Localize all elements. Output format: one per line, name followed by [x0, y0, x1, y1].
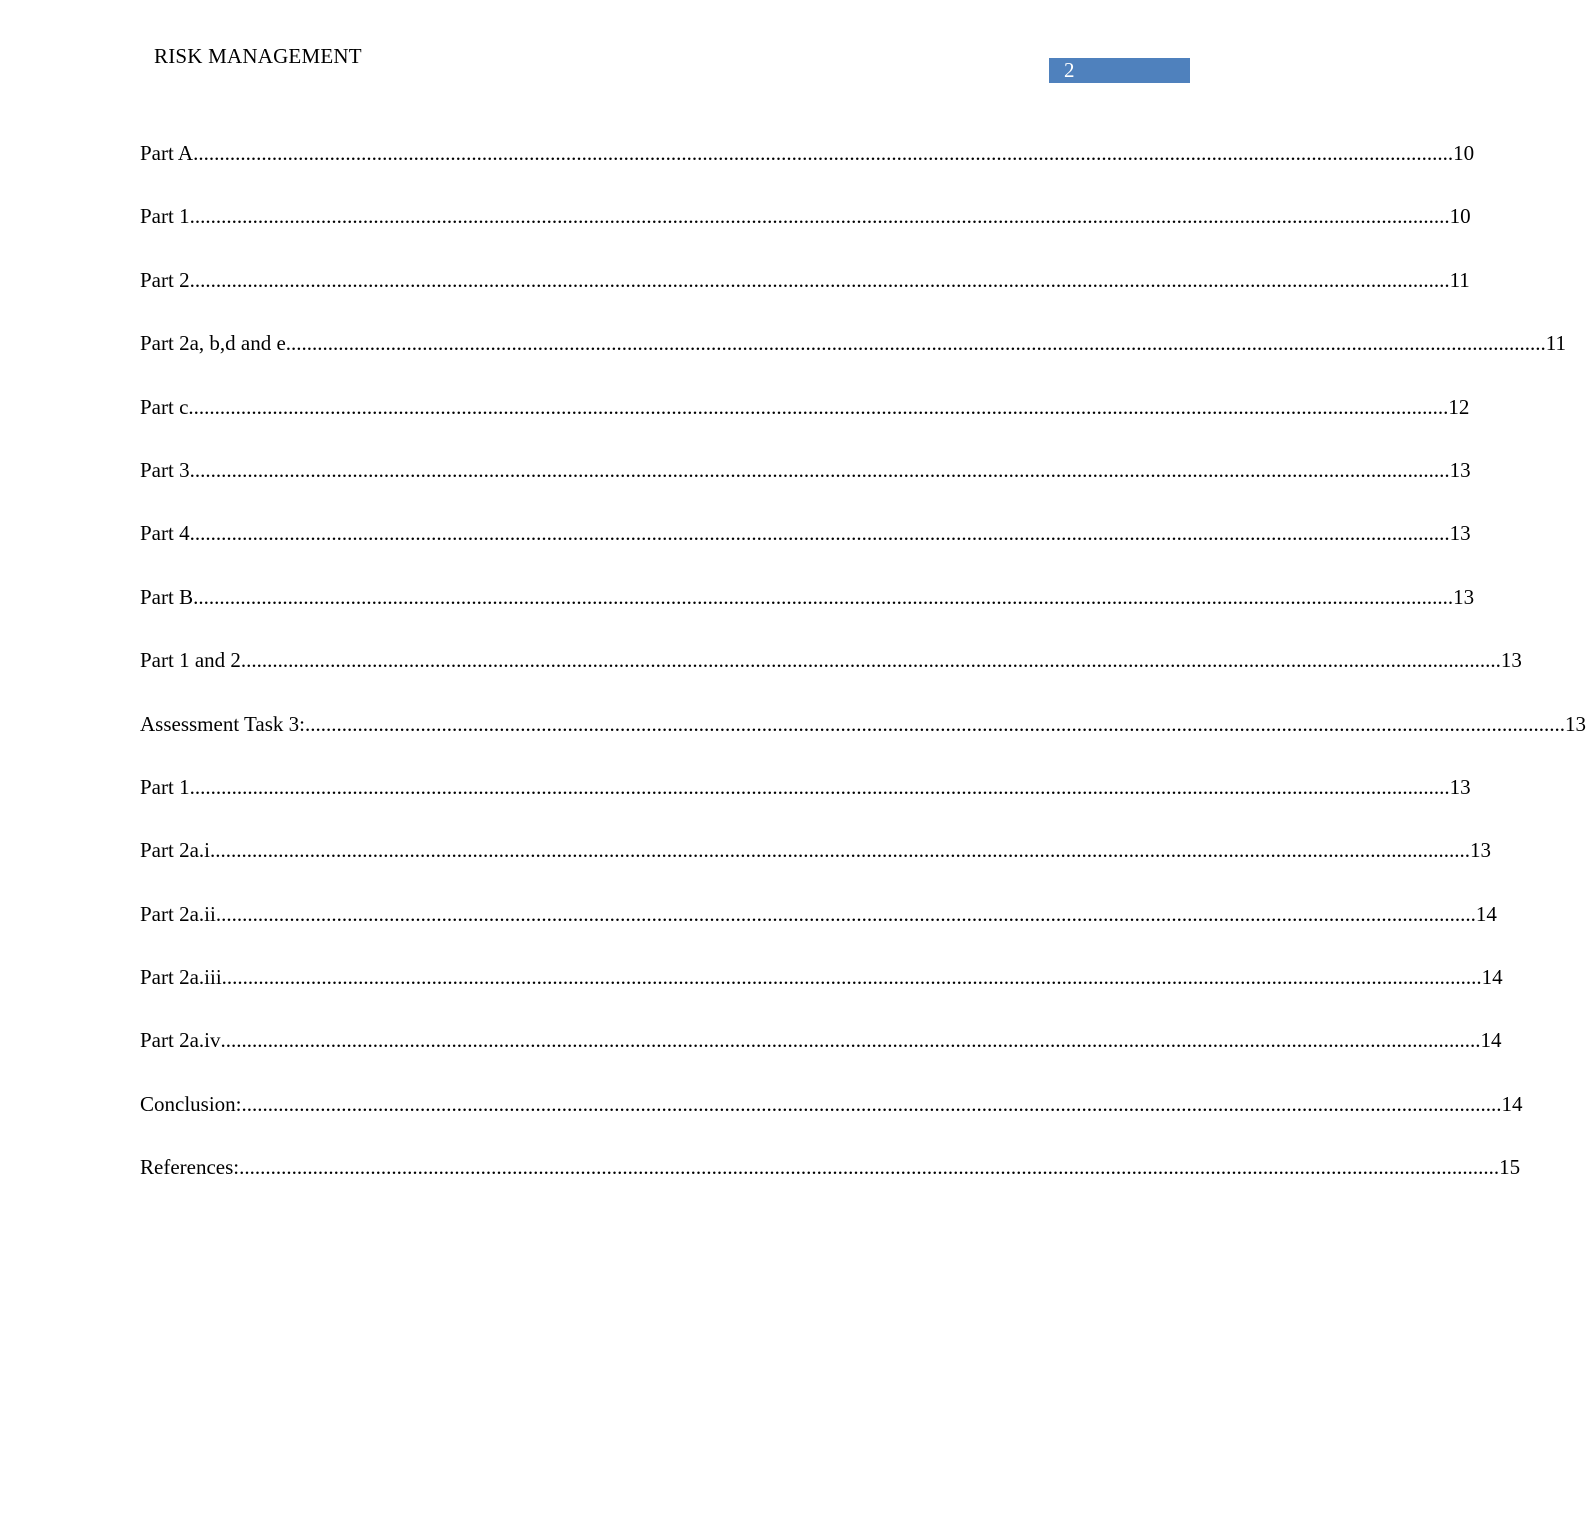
toc-dot-leader: ................................................................................................................................................................................................................................................: [240, 648, 1501, 673]
toc-dot-leader: ................................................................................................................................................................................................................................................: [215, 901, 1476, 926]
table-of-contents: [140, 138, 1586, 1216]
toc-entry[interactable]: [140, 962, 1503, 1025]
toc-entry-page: 13: [1449, 521, 1471, 546]
toc-dot-leader: ................................................................................................................................................................................................................................................: [209, 838, 1470, 863]
toc-entry-label: Part 2a, b,d and e: [140, 331, 286, 356]
toc-dot-leader: ................................................................................................................................................................................................................................................: [304, 711, 1565, 736]
toc-entry-label: Part 2a.i: [140, 838, 210, 863]
toc-entry-page: 11: [1545, 331, 1567, 356]
toc-entry-page: 10: [1453, 141, 1475, 165]
toc-entry-label: Part c: [140, 394, 189, 419]
toc-entry-label: References:: [140, 1155, 240, 1180]
running-header-title: RISK MANAGEMENT: [154, 44, 362, 68]
toc-dot-leader: ................................................................................................................................................................................................................................................: [189, 521, 1450, 546]
toc-dot-leader: ................................................................................................................................................................................................................................................: [189, 204, 1450, 229]
toc-dot-leader: ................................................................................................................................................................................................................................................: [241, 1091, 1502, 1116]
toc-entry-label: Part 3: [140, 457, 190, 482]
toc-dot-leader: ................................................................................................................................................................................................................................................: [221, 965, 1482, 990]
toc-entry-label: Part 1: [140, 774, 190, 799]
toc-entry-page: 13: [1564, 711, 1586, 736]
toc-entry-page: 14: [1501, 1091, 1523, 1116]
toc-entry-label: Part 4: [140, 521, 190, 546]
toc-entry-page: 11: [1449, 267, 1470, 292]
toc-entry-page: 13: [1469, 838, 1491, 863]
toc-dot-leader: ................................................................................................................................................................................................................................................: [193, 141, 1454, 165]
toc-dot-leader: ................................................................................................................................................................................................................................................: [188, 394, 1449, 419]
toc-dot-leader: ................................................................................................................................................................................................................................................: [189, 774, 1450, 799]
toc-entry-label: Part 2a.iii: [140, 965, 222, 990]
toc-entry-label: Part 2: [140, 267, 190, 292]
page-number-badge: 2: [1049, 58, 1190, 83]
toc-dot-leader: ................................................................................................................................................................................................................................................: [220, 1028, 1481, 1053]
toc-dot-leader: ................................................................................................................................................................................................................................................: [239, 1155, 1500, 1180]
toc-entry-label: Part B: [140, 584, 194, 609]
toc-entry[interactable]: [140, 201, 1471, 264]
toc-dot-leader: ................................................................................................................................................................................................................................................: [193, 584, 1454, 609]
toc-entry-page: 14: [1475, 901, 1497, 926]
toc-entry-label: Part 2a.ii: [140, 901, 216, 926]
toc-entry[interactable]: [140, 265, 1470, 328]
toc-entry[interactable]: [140, 1152, 1521, 1215]
toc-entry-label: Part 2a.iv: [140, 1028, 221, 1053]
toc-entry-page: 15: [1499, 1155, 1521, 1180]
toc-entry-page: 13: [1453, 584, 1475, 609]
toc-entry-page: 14: [1481, 965, 1503, 990]
toc-entry[interactable]: [140, 392, 1470, 455]
toc-entry[interactable]: [140, 645, 1522, 708]
toc-entry-page: 13: [1449, 457, 1471, 482]
toc-entry-page: 10: [1449, 204, 1471, 229]
toc-dot-leader: ................................................................................................................................................................................................................................................: [285, 331, 1546, 356]
toc-entry[interactable]: [140, 835, 1491, 898]
toc-entry-label: Part 1 and 2: [140, 648, 241, 673]
toc-entry-page: 14: [1480, 1028, 1502, 1053]
toc-entry-page: 13: [1500, 648, 1522, 673]
toc-entry[interactable]: [140, 518, 1471, 581]
toc-entry[interactable]: [140, 582, 1475, 645]
toc-entry-label: Assessment Task 3:: [140, 711, 305, 736]
toc-entry[interactable]: [140, 1089, 1523, 1152]
toc-entry[interactable]: [140, 899, 1497, 962]
toc-entry-label: Part A: [140, 141, 194, 165]
toc-entry[interactable]: [140, 772, 1471, 835]
toc-entry[interactable]: [140, 709, 1586, 772]
toc-entry-page: 12: [1448, 394, 1470, 419]
toc-entry-label: Part 1: [140, 204, 190, 229]
toc-entry[interactable]: [140, 455, 1471, 518]
toc-dot-leader: ................................................................................................................................................................................................................................................: [189, 267, 1450, 292]
toc-entry-label: Conclusion:: [140, 1091, 242, 1116]
toc-entry-page: 13: [1449, 774, 1471, 799]
toc-entry[interactable]: [140, 328, 1567, 391]
toc-dot-leader: ................................................................................................................................................................................................................................................: [189, 457, 1450, 482]
toc-entry[interactable]: [140, 138, 1475, 201]
toc-entry[interactable]: [140, 1025, 1502, 1088]
